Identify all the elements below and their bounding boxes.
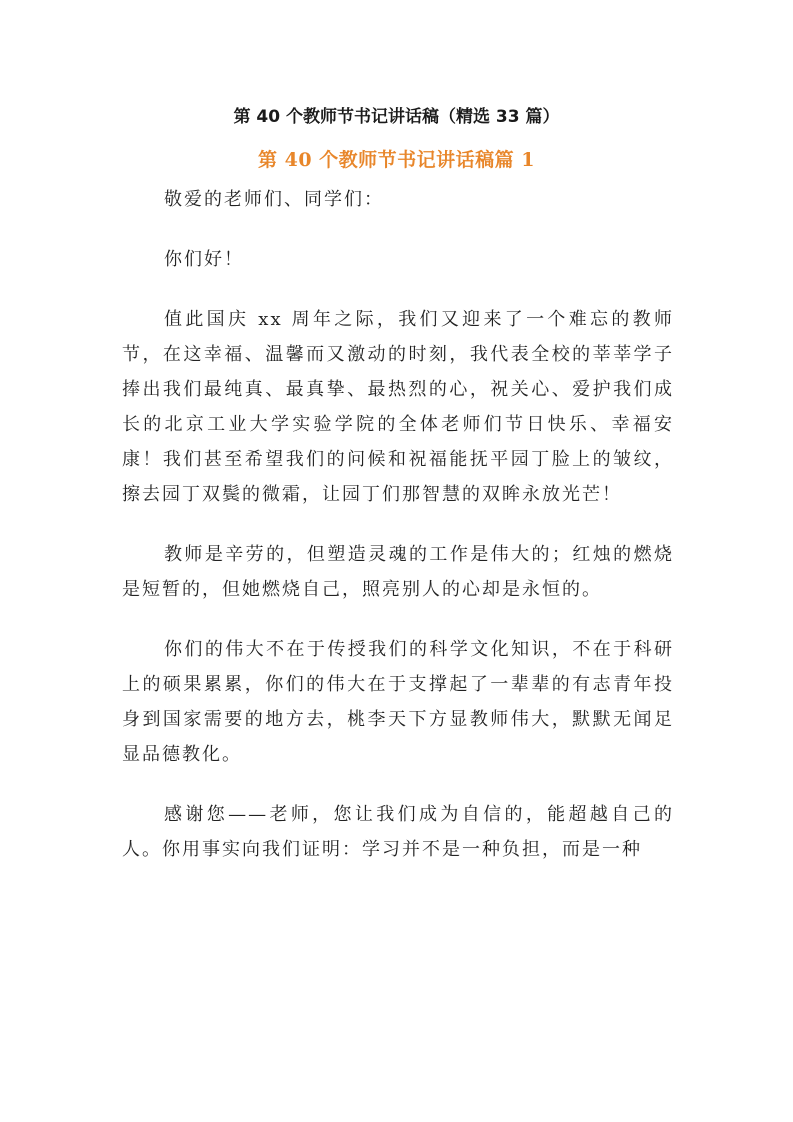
greeting-paragraph: 你们好！ xyxy=(164,249,244,270)
body-paragraph: 感谢您——老师，您让我们成为自信的，能超越自己的人。你用事实向我们证明：学习并不是一种负担，而是一种 xyxy=(122,804,674,860)
body-paragraph: 教师是辛劳的，但塑造灵魂的工作是伟大的；红烛的燃烧是短暂的，但她燃烧自己，照亮别人的心却是永恒的。 xyxy=(122,544,674,600)
body-paragraph: 值此国庆 xx 周年之际，我们又迎来了一个难忘的教师节，在这幸福、温馨而又激动的时刻，我代表全校的莘莘学子捧出我们最纯真、最真挚、最热烈的心，祝关心、爱护我们成长的北京工业大学实验学院的全体老师们节日快乐、幸福安康！我们甚至希望我们的问候和祝福能抚平园丁脸上的皱纹，擦去园丁双鬓的微霜，让园丁们那智慧的双眸永放光芒！ xyxy=(122,309,674,505)
document-body xyxy=(122,182,674,892)
salutation-paragraph: 敬爱的老师们、同学们： xyxy=(164,189,384,210)
document-title: 第 40 个教师节书记讲话稿（精选 33 篇） xyxy=(233,107,560,127)
section-heading: 第 40 个教师节书记讲话稿篇 1 xyxy=(257,149,535,171)
body-paragraph: 你们的伟大不在于传授我们的科学文化知识，不在于科研上的硕果累累，你们的伟大在于支撑起了一辈辈的有志青年投身到国家需要的地方去，桃李天下方显教师伟大，默默无闻足显品德教化。 xyxy=(122,639,674,765)
